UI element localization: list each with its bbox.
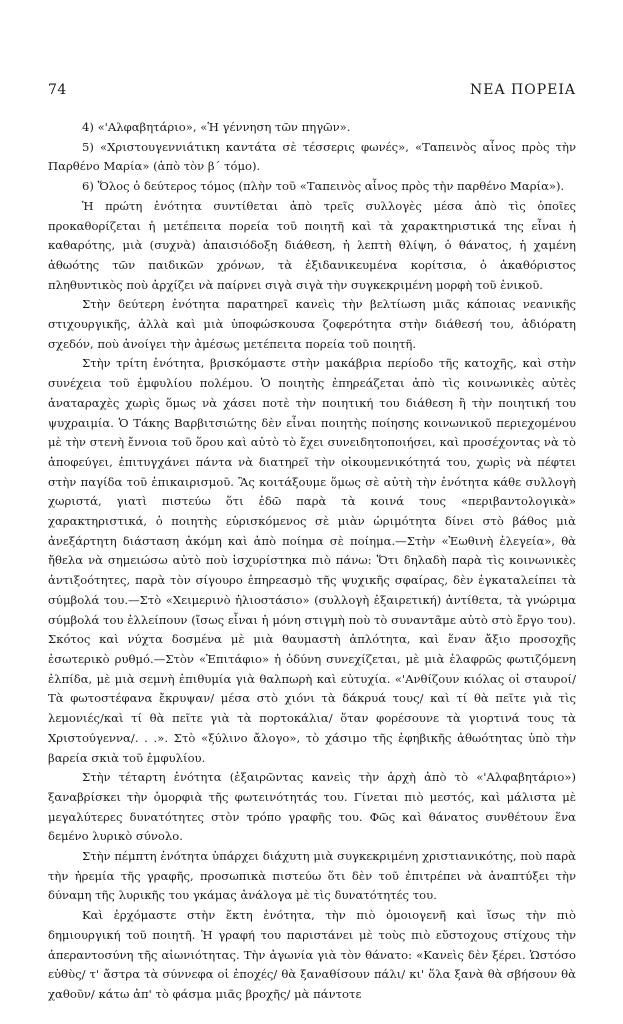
page-header [48, 82, 576, 102]
paragraph-fifth-unit: Στὴν πέμπτη ἑνότητα ὑπάρχει διάχυτη μιὰ συγκεκριμένη χριστιανικότης, ποὺ παρὰ τὴν ἠρεμία τῆς γραφῆς, προσωπικὰ πιστεύω ὅτι δὲν τοῦ ἐπιτρέπει νὰ ἀναπτύξει τὴν δύναμη τῆς λυρικῆς του γκάμας ἀνάλογα μὲ τὶς δυνατότητές του. [48, 849, 576, 903]
page-number: 74 [48, 82, 67, 98]
paragraph-sixth-unit: Καὶ ἐρχόμαστε στὴν ἕκτη ἑνότητα, τὴν πιὸ ὁμοιογενῆ καὶ ἴσως τὴν πιὸ δημιουργική τοῦ ποιητῆ. Ἡ γραφή του παριστάνει μὲ τοὺς πιὸ εὔστοχους στίχους τὴν ἀπεραντοσύνη τῆς αἰωνιότητας. Τὴν ἀγωνία γιὰ τὸν θάνατο: «Κανεὶς δὲν ξέρει. Ὡστόσο εὐθὺς/ τ' ἄστρα τὰ σύννεφα οἱ ἐποχές/ θὰ ξαναθίσουν πάλι/ κι' ὅλα ξανὰ θὰ σβήσουν θὰ χαθοῦν/ κάτω ἀπ' τὸ φάσμα μιᾶς βροχῆς/ μὰ πάντοτε [48, 908, 576, 1001]
paragraph-first-unit: Ἡ πρώτη ἑνότητα συντίθεται ἀπὸ τρεῖς συλλογὲς μέσα ἀπὸ τὶς ὁποῖες προκαθορίζεται ἡ μετέπειτα πορεία τοῦ ποιητῆ καὶ τὰ χαρακτηριστικά της εἶναι ἡ καθαρότης, μιὰ (συχνὰ) ἀπαισιόδοξη διάθεση, ἡ λεπτὴ θλίψη, ὁ θάνατος, ἡ χαμένη ἀθωότης τῶν παιδικῶν χρόνων, τὰ ἐξιδανικευμένα κορίτσια, ὁ ἀκαθόριστος πληθυντικὸς ποὺ ἀρχίζει νὰ παίρνει σιγὰ σιγὰ τὴν συγκεκριμένη μορφὴ τοῦ ἑνικοῦ. [48, 198, 576, 292]
list-item-6: 6) Ὅλος ὁ δεύτερος τόμος (πλὴν τοῦ «Ταπεινὸς αἶνος πρὸς τὴν παρθένο Μαρία»). [82, 179, 565, 194]
list-item-4: 4) «'Αλφαβητάριο», «Ἡ γέννηση τῶν πηγῶν». [82, 120, 351, 134]
paragraph-second-unit: Στὴν δεύτερη ἑνότητα παρατηρεῖ κανεὶς τὴν βελτίωση μιᾶς κάποιας νεανικῆς στιχουργικῆς, ἀλλὰ καὶ μιὰ ὑποφώσκουσα ζοφερότητα στὴν διάθεσή του, ἀδιόρατη σχεδόν, ποὺ ἀνοίγει τὴν ἀμέσως μετέπειτα πορεία τοῦ ποιητῆ. [48, 297, 576, 351]
article-body [48, 118, 576, 1005]
list-item-5: 5) «Χριστουγεννιάτικη καντάτα σὲ τέσσερις φωνές», «Ταπεινὸς αἶνος πρὸς τὴν Παρθένο Μαρία» (ἀπὸ τὸν β΄ τόμο). [48, 139, 576, 174]
paragraph-third-unit: Στὴν τρίτη ἑνότητα, βρισκόμαστε στὴν μακάβρια περίοδο τῆς κατοχῆς, καὶ στὴν συνέχεια τοῦ ἐμφυλίου πολέμου. Ὁ ποιητὴς ἐπηρεάζεται ἀπὸ τὶς κοινωνικὲς αὐτὲς ἀναταραχὲς χωρὶς ὅμως νὰ χάσει ποτὲ τὴν ποιητική του διάθεση ἢ τὴν ποιητική του ψυχραιμία. Ὁ Τάκης Βαρβιτσιώτης δὲν εἶναι ποιητὴς ποίησης κοινωνικοῦ περιεχομένου μὲ τὴν στενὴ ἔννοια τοῦ ὅρου καὶ αὐτὸ τὸ ἔχει συνειδητοποιήσει, καὶ προσέχοντας νὰ τὸ ἀποφεύγει, ἐπιτυγχάνει πάντα νὰ διατηρεῖ τὴν οἰκουμενικότητά του, χωρὶς νὰ πέφτει στὴν παγίδα τοῦ ἐπικαιρισμοῦ. Ἂς κοιτάξουμε ὅμως σὲ αὐτὴ τὴν ἑνότητα κάθε συλλογὴ χωριστά, γιατὶ πιστεύω ὅτι ἐδῶ παρὰ τὰ κοινά τους «περιβαντολογικὰ» χαρακτηριστικά, ὁ ποιητὴς εὑρισκόμενος σὲ μιὰν ὡριμότητα δίνει στὸ βάθος μιὰ ἀνεξάρτητη διάσταση ἀκόμη καὶ ἀπὸ ποίημα σὲ ποίημα.—Στὴν «Ἑωθινὴ ἐλεγεία», θὰ ἤθελα νὰ σημειώσω αὐτὸ ποὺ ἰσχυρίστηκα πιὸ πάνω: Ὅτι δηλαδὴ παρὰ τὶς κοινωνικὲς ἀντιξοότητες, παρὰ τὸν σίγουρο ἐπηρεασμὸ τῆς ψυχικῆς σφαίρας, δὲν ἐγκαταλείπει τὰ σύμβολά του.—Στὸ «Χειμερινὸ ἡλιοστάσιο» (συλλογὴ ἐξαιρετική) ἀντίθετα, τὰ γνώριμα σύμβολά του ἐλλείπουν (ἴσως εἶναι ἡ μόνη στιγμὴ ποὺ τὸ συναντᾶμε αὐτὸ στὸ ἔργο του). Σκότος καὶ νύχτα δοσμένα μὲ μιὰ θαυμαστὴ ἁπλότητα, καὶ ἕναν ἄξιο προσοχῆς ἐσωτερικὸ ρυθμό.—Στὸν «Ἐπιτάφιο» ἡ ὀδύνη συνεχίζεται, μὲ μιὰ ἐλαφρῶς φωτιζόμενη ἐλπίδα, μὲ μιὰ σεμνὴ ἐπιθυμία γιὰ θαλπωρὴ καὶ εὐτυχία. «'Ανθίζουν κιόλας οἱ σταυροί/Τὰ φωτοστέφανα ἔκρυψαν/ μέσα στὸ χιόνι τὰ δάκρυά τους/ καὶ τί θὰ πεῖτε γιὰ τὶς λεμονιές/καὶ τί θὰ πεῖτε γιὰ τὰ πορτοκάλια/ ὅταν φορέσουνε τὰ γιορτινά τους τὰ Χριστούγεννα/. . .». Στὸ «ξύλινο ἄλογο», τὸ χάσιμο τῆς ἐφηβικῆς ἀθωότητας ὑπὸ τὴν βαρεία σκιὰ τοῦ ἐμφυλίου. [48, 356, 576, 765]
running-title: ΝΕΑ ΠΟΡΕΙΑ [470, 82, 576, 98]
paragraph-fourth-unit: Στὴν τέταρτη ἑνότητα (ἐξαιρῶντας κανεὶς τὴν ἀρχὴ ἀπὸ τὸ «'Αλφαβητάριο») ξαναβρίσκει τὴν ὁμορφιὰ τῆς φωτεινότητάς του. Γίνεται πιὸ μεστός, καὶ μάλιστα μὲ μεγαλύτερες δυνατότητες στὸν τρόπο γραφῆς του. Φῶς καὶ θάνατος συνθέτουν ἕνα δεμένο λυρικὸ σύνολο. [48, 770, 576, 844]
